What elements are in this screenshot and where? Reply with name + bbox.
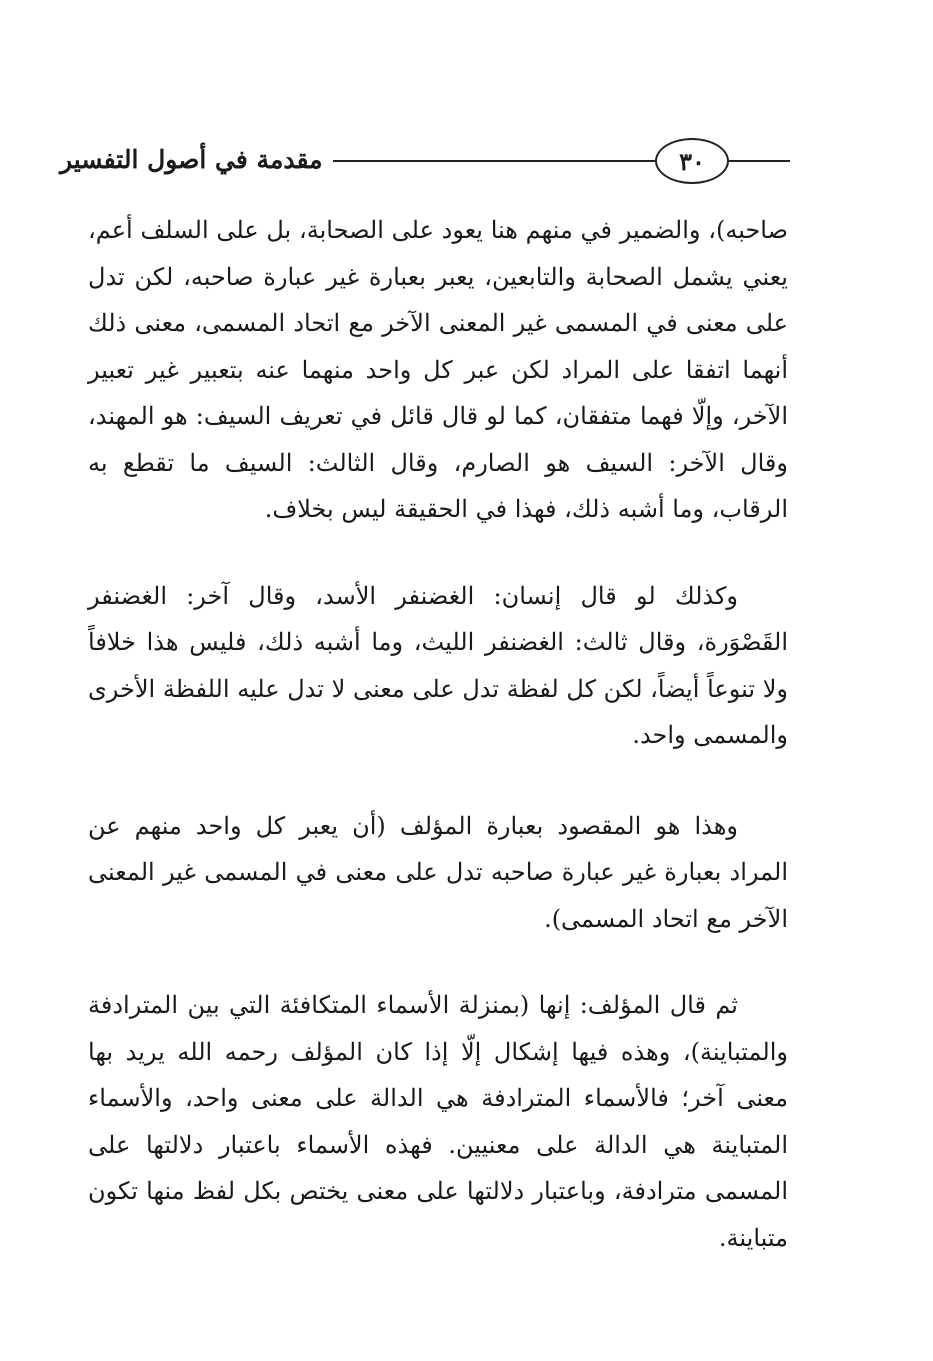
page-body bbox=[88, 207, 788, 1261]
running-title: مقدمة في أصول التفسير bbox=[60, 140, 333, 180]
paragraph-1: صاحبه)، والضمير في منهم هنا يعود على الصحابة، بل على السلف أعم، يعني يشمل الصحابة والتابعين، يعبر بعبارة غير عبارة صاحبه، لكن تدل على معنى في المسمى غير المعنى الآخر مع اتحاد المسمى، معنى ذلك أنهما اتفقا على المراد لكن عبر كل واحد منهما عنه بتعبير غير تعبير الآخر، وإلّا فهما متفقان، كما لو قال قائل في تعريف السيف: هو المهند، وقال الآخر: السيف هو الصارم، وقال الثالث: السيف ما تقطع به الرقاب، وما أشبه ذلك، فهذا في الحقيقة ليس بخلاف. bbox=[88, 216, 788, 523]
paragraph-2: وكذلك لو قال إنسان: الغضنفر الأسد، وقال آخر: الغضنفر القَصْوَرة، وقال ثالث: الغضنفر الليث، وما أشبه ذلك، فليس هذا خلافاً ولا تنوعاً أيضاً، لكن كل لفظة تدل على معنى لا تدل عليه اللفظة الأخرى والمسمى واحد. bbox=[88, 581, 788, 749]
paragraph-4: ثم قال المؤلف: إنها (بمنزلة الأسماء المتكافئة التي بين المترادفة والمتباينة)، وهذه فيها إشكال إلّا إذا كان المؤلف رحمه الله يريد بها معنى آخر؛ فالأسماء المترادفة هي الدالة على معنى واحد، والأسماء المتباينة هي الدالة على معنيين. فهذه الأسماء باعتبار دلالتها على المسمى مترادفة، وباعتبار دلالتها على معنى يختص بكل لفظ منها تكون متباينة. bbox=[88, 991, 788, 1252]
paragraph-3: وهذا هو المقصود بعبارة المؤلف (أن يعبر كل واحد منهم عن المراد بعبارة غير عبارة صاحبه تدل على معنى في المسمى غير المعنى الآخر مع اتحاد المسمى). bbox=[88, 811, 788, 933]
page-number: ٣٠ bbox=[655, 138, 729, 184]
page-header bbox=[60, 138, 790, 184]
